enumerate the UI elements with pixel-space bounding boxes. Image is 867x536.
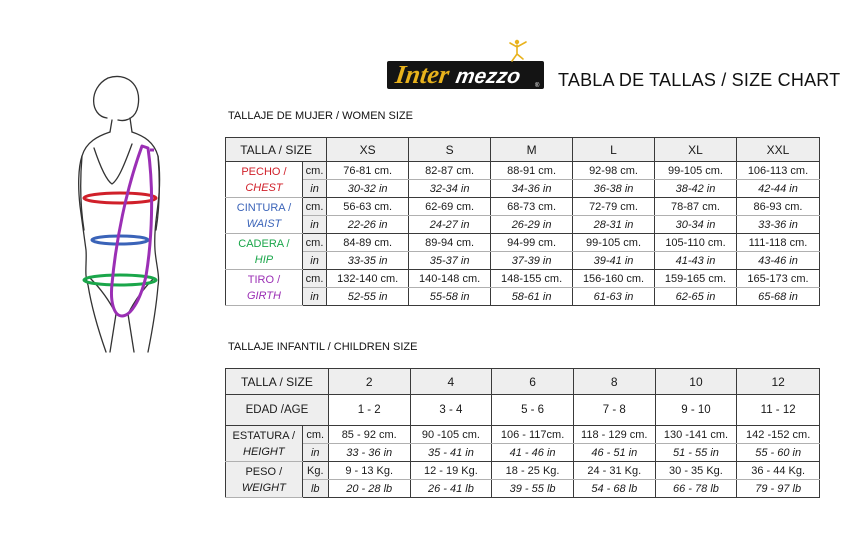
measure-label-es: CINTURA / — [236, 201, 292, 214]
measure-value-imperial: 32-34 in — [409, 180, 491, 198]
measure-value-imperial: 38-42 in — [655, 180, 737, 198]
measure-row-imperial — [226, 480, 820, 498]
measure-value-imperial: 55-58 in — [409, 288, 491, 306]
measure-value-metric: 130 -141 cm. — [655, 426, 737, 444]
measure-row-metric — [226, 234, 820, 252]
size-header: XL — [655, 138, 737, 162]
measure-value-metric: 140-148 cm. — [409, 270, 491, 288]
children-section-title: TALLAJE INFANTIL / CHILDREN SIZE — [228, 341, 418, 353]
unit-imperial: in — [302, 444, 328, 462]
age-cell: 7 - 8 — [573, 395, 655, 426]
size-header: 10 — [655, 369, 737, 395]
size-header: 2 — [328, 369, 410, 395]
measure-row-metric — [226, 426, 820, 444]
measure-row-imperial — [226, 216, 820, 234]
unit-metric: cm. — [302, 234, 326, 252]
measure-value-metric: 82-87 cm. — [409, 162, 491, 180]
measure-value-imperial: 35-37 in — [409, 252, 491, 270]
unit-metric: cm. — [302, 162, 326, 180]
measure-label-es: PECHO / — [241, 165, 287, 178]
age-cell: 3 - 4 — [410, 395, 492, 426]
measure-value-imperial: 37-39 in — [491, 252, 573, 270]
measure-value-metric: 36 - 44 Kg. — [737, 462, 820, 480]
measure-value-metric: 92-98 cm. — [573, 162, 655, 180]
children-header-row — [226, 369, 820, 395]
unit-imperial: in — [302, 216, 326, 234]
unit-metric: cm. — [302, 426, 328, 444]
measure-value-imperial: 39-41 in — [573, 252, 655, 270]
measure-value-imperial: 43-46 in — [736, 252, 819, 270]
measure-row-metric — [226, 198, 820, 216]
measure-value-imperial: 65-68 in — [736, 288, 819, 306]
measure-value-metric: 86-93 cm. — [736, 198, 819, 216]
women-size-table — [225, 137, 820, 306]
measure-value-metric: 78-87 cm. — [655, 198, 737, 216]
measure-row-imperial — [226, 180, 820, 198]
measure-value-metric: 118 - 129 cm. — [573, 426, 655, 444]
measure-value-metric: 132-140 cm. — [327, 270, 409, 288]
measure-value-imperial: 20 - 28 lb — [328, 480, 410, 498]
measure-value-imperial: 26-29 in — [491, 216, 573, 234]
size-header: XXL — [736, 138, 819, 162]
measure-label — [226, 426, 303, 462]
measure-value-metric: 148-155 cm. — [491, 270, 573, 288]
measure-value-imperial: 33-36 in — [736, 216, 819, 234]
measure-value-imperial: 58-61 in — [491, 288, 573, 306]
measure-label-en: HIP — [254, 253, 274, 266]
women-section-title: TALLAJE DE MUJER / WOMEN SIZE — [228, 110, 413, 122]
measure-value-metric: 62-69 cm. — [409, 198, 491, 216]
age-cell: 9 - 10 — [655, 395, 737, 426]
age-cell: 5 - 6 — [492, 395, 574, 426]
measure-row-imperial — [226, 252, 820, 270]
measure-row-imperial — [226, 444, 820, 462]
measure-label-es: PESO / — [245, 465, 283, 478]
measure-row-metric — [226, 162, 820, 180]
age-row — [226, 395, 820, 426]
measure-value-metric: 84-89 cm. — [327, 234, 409, 252]
measure-value-metric: 56-63 cm. — [327, 198, 409, 216]
size-header: 8 — [573, 369, 655, 395]
measure-value-imperial: 30-34 in — [655, 216, 737, 234]
children-header-label: TALLA / SIZE — [226, 369, 329, 395]
measure-value-imperial: 52-55 in — [327, 288, 409, 306]
measure-label-es: ESTATURA / — [232, 429, 296, 442]
measure-value-imperial: 24-27 in — [409, 216, 491, 234]
measure-value-imperial: 42-44 in — [736, 180, 819, 198]
measure-value-imperial: 46 - 51 in — [573, 444, 655, 462]
size-header: 12 — [737, 369, 820, 395]
measure-value-imperial: 41-43 in — [655, 252, 737, 270]
measure-value-metric: 159-165 cm. — [655, 270, 737, 288]
measure-label-en: WAIST — [246, 217, 282, 230]
women-header-label: TALLA / SIZE — [226, 138, 327, 162]
age-cell: 11 - 12 — [737, 395, 820, 426]
measure-value-metric: 12 - 19 Kg. — [410, 462, 492, 480]
page-title: TABLA DE TALLAS / SIZE CHART — [558, 70, 841, 90]
size-header: 6 — [492, 369, 574, 395]
measure-value-metric: 88-91 cm. — [491, 162, 573, 180]
measure-value-imperial: 33 - 36 in — [328, 444, 410, 462]
measure-label — [226, 270, 303, 306]
svg-text:®: ® — [535, 83, 540, 89]
unit-imperial: in — [302, 252, 326, 270]
measure-value-imperial: 79 - 97 lb — [737, 480, 820, 498]
measure-value-metric: 68-73 cm. — [491, 198, 573, 216]
measure-value-metric: 111-118 cm. — [736, 234, 819, 252]
measure-label-en: CHEST — [245, 181, 283, 194]
measure-row-metric — [226, 270, 820, 288]
measure-value-imperial: 51 - 55 in — [655, 444, 737, 462]
measure-value-metric: 30 - 35 Kg. — [655, 462, 737, 480]
measure-value-metric: 99-105 cm. — [573, 234, 655, 252]
unit-imperial: in — [302, 180, 326, 198]
measure-value-imperial: 55 - 60 in — [737, 444, 820, 462]
measure-value-imperial: 36-38 in — [573, 180, 655, 198]
age-cell: 1 - 2 — [328, 395, 410, 426]
measure-label-en: HEIGHT — [243, 445, 285, 458]
measure-value-imperial: 66 - 78 lb — [655, 480, 737, 498]
measure-value-metric: 90 -105 cm. — [410, 426, 492, 444]
measure-value-imperial: 26 - 41 lb — [410, 480, 492, 498]
measure-value-imperial: 39 - 55 lb — [492, 480, 574, 498]
measure-value-imperial: 33-35 in — [327, 252, 409, 270]
measure-value-imperial: 22-26 in — [327, 216, 409, 234]
measure-label — [226, 234, 303, 270]
unit-metric: Kg. — [302, 462, 328, 480]
measure-value-metric: 85 - 92 cm. — [328, 426, 410, 444]
measure-value-metric: 94-99 cm. — [491, 234, 573, 252]
measure-value-metric: 72-79 cm. — [573, 198, 655, 216]
measure-label-es: TIRO / — [247, 273, 281, 286]
measure-label-en: GIRTH — [246, 289, 281, 302]
measure-value-metric: 105-110 cm. — [655, 234, 737, 252]
size-header: 4 — [410, 369, 492, 395]
unit-metric: cm. — [302, 270, 326, 288]
measure-value-metric: 142 -152 cm. — [737, 426, 820, 444]
measure-value-metric: 106-113 cm. — [736, 162, 819, 180]
measure-value-metric: 9 - 13 Kg. — [328, 462, 410, 480]
size-header: XS — [327, 138, 409, 162]
measure-value-imperial: 62-65 in — [655, 288, 737, 306]
women-header-row — [226, 138, 820, 162]
measure-value-imperial: 34-36 in — [491, 180, 573, 198]
measure-value-metric: 76-81 cm. — [327, 162, 409, 180]
measure-value-imperial: 61-63 in — [573, 288, 655, 306]
size-header: L — [573, 138, 655, 162]
size-header: S — [409, 138, 491, 162]
measure-value-imperial: 28-31 in — [573, 216, 655, 234]
measure-value-imperial: 54 - 68 lb — [573, 480, 655, 498]
measure-label-en: WEIGHT — [241, 481, 286, 494]
measure-value-metric: 156-160 cm. — [573, 270, 655, 288]
unit-imperial: lb — [302, 480, 328, 498]
measure-label-es: CADERA / — [238, 237, 290, 250]
svg-text:mezzo: mezzo — [454, 65, 523, 88]
measure-row-metric — [226, 462, 820, 480]
body-measurement-figure — [60, 70, 185, 360]
age-label: EDAD /AGE — [226, 395, 329, 426]
measure-value-metric: 106 - 117cm. — [492, 426, 574, 444]
measure-value-metric: 18 - 25 Kg. — [492, 462, 574, 480]
measure-value-imperial: 35 - 41 in — [410, 444, 492, 462]
measure-value-imperial: 41 - 46 in — [492, 444, 574, 462]
measure-value-metric: 89-94 cm. — [409, 234, 491, 252]
measure-row-imperial — [226, 288, 820, 306]
svg-text:Inter: Inter — [393, 60, 452, 89]
measure-value-imperial: 30-32 in — [327, 180, 409, 198]
unit-metric: cm. — [302, 198, 326, 216]
children-size-table — [225, 368, 820, 498]
intermezzo-logo — [385, 37, 548, 93]
measure-label — [226, 462, 303, 498]
size-header: M — [491, 138, 573, 162]
measure-label — [226, 162, 303, 198]
measure-value-metric: 165-173 cm. — [736, 270, 819, 288]
measure-value-metric: 99-105 cm. — [655, 162, 737, 180]
unit-imperial: in — [302, 288, 326, 306]
measure-value-metric: 24 - 31 Kg. — [573, 462, 655, 480]
measure-label — [226, 198, 303, 234]
